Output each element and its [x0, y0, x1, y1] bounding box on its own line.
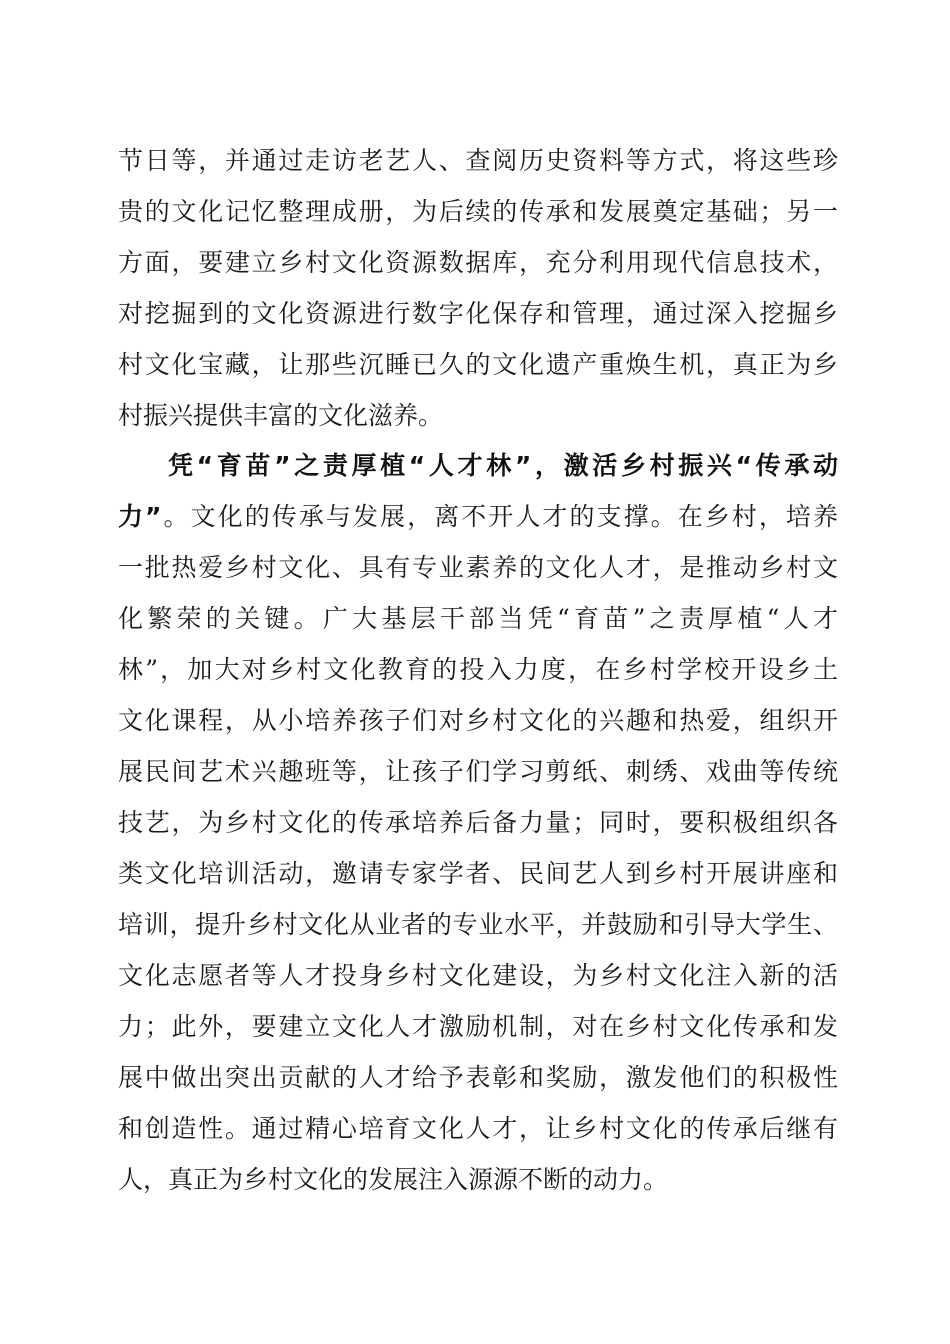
text-line: 一批热爱乡村文化、具有专业素养的文化人才，是推动乡村文 [118, 553, 838, 582]
text-run: 。文化的传承与发展，离不开人才的支撑。在乡村，培养 [161, 502, 838, 531]
text-line: 对挖掘到的文化资源进行数字化保存和管理，通过深入挖掘乡 [118, 299, 838, 328]
text-line: 类文化培训活动，邀请专家学者、民间艺人到乡村开展讲座和 [118, 859, 838, 888]
text-line: 林”，加大对乡村文化教育的投入力度，在乡村学校开设乡土 [118, 655, 838, 684]
text-line: 人，真正为乡村文化的发展注入源源不断的动力。 [118, 1165, 669, 1194]
section-heading-tail: 力” [118, 502, 162, 531]
text-line: 化繁荣的关键。广大基层干部当凭“育苗”之责厚植“人才 [118, 604, 838, 633]
text-line: 村文化宝藏，让那些沉睡已久的文化遗产重焕生机，真正为乡 [118, 350, 838, 379]
text-line: 贵的文化记忆整理成册，为后续的传承和发展奠定基础；另一 [118, 197, 838, 226]
text-line: 培训，提升乡村文化从业者的专业水平，并鼓励和引导大学生、 [118, 910, 838, 939]
text-line: 文化志愿者等人才投身乡村文化建设，为乡村文化注入新的活 [118, 961, 838, 990]
text-line: 方面，要建立乡村文化资源数据库，充分利用现代信息技术， [118, 248, 838, 277]
text-line: 展民间艺术兴趣班等，让孩子们学习剪纸、刺绣、戏曲等传统 [118, 757, 838, 786]
text-line: 节日等，并通过走访老艺人、查阅历史资料等方式，将这些珍 [118, 146, 838, 175]
section-heading: 凭“育苗”之责厚植“人才林”，激活乡村振兴“传承动 [168, 451, 838, 480]
text-line: 展中做出突出贡献的人才给予表彰和奖励，激发他们的积极性 [118, 1063, 838, 1092]
text-line [118, 491, 838, 543]
text-line: 力；此外，要建立文化人才激励机制，对在乡村文化传承和发 [118, 1012, 838, 1041]
text-line: 村振兴提供丰富的文化滋养。 [118, 401, 444, 430]
text-line: 技艺，为乡村文化的传承培养后备力量；同时，要积极组织各 [118, 808, 838, 837]
text-line: 和创造性。通过精心培育文化人才，让乡村文化的传承后继有 [118, 1114, 838, 1143]
text-line: 文化课程，从小培养孩子们对乡村文化的兴趣和热爱，组织开 [118, 706, 838, 735]
